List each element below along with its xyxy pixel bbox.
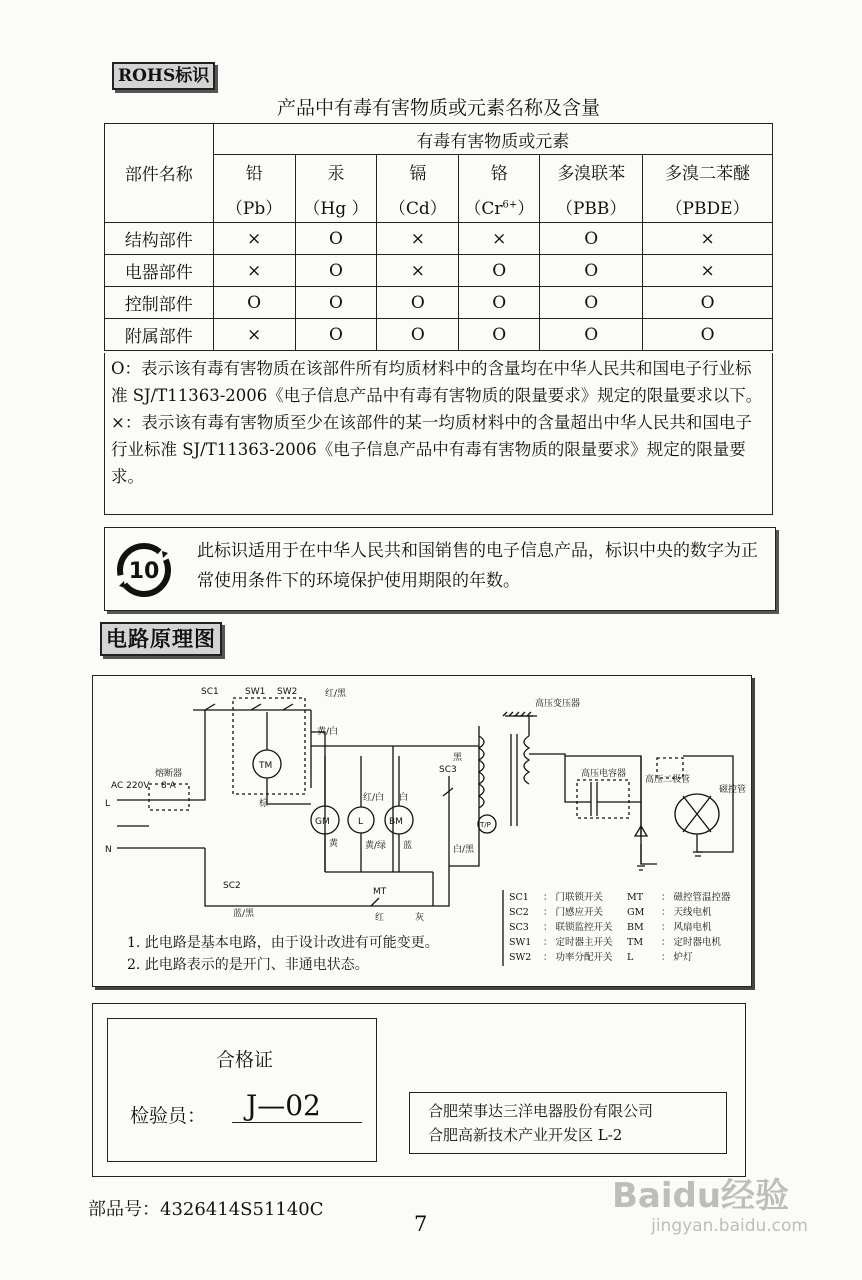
legend-item: MT ： 磁控管温控器 bbox=[627, 892, 731, 903]
legend-desc: 门联锁开关 bbox=[555, 892, 604, 903]
part-number: 部品号：4326414S51140C bbox=[88, 1199, 324, 1220]
substance-name: 铅 bbox=[245, 163, 263, 184]
substance-name: 铬 bbox=[490, 163, 508, 184]
sc3-label: SC3 bbox=[439, 765, 457, 775]
table-row bbox=[105, 287, 773, 319]
substance-symbol: $(Cr^{6+})$ bbox=[464, 198, 535, 219]
part-name-header: 部件名称 bbox=[105, 124, 214, 223]
environment-protection-logo-icon bbox=[115, 541, 173, 599]
substance-symbol: （PBB） bbox=[555, 198, 627, 219]
certificate-card bbox=[107, 1018, 377, 1162]
substance-column-0 bbox=[213, 155, 295, 223]
neutral-label: N bbox=[105, 845, 112, 855]
certificate bbox=[92, 1003, 746, 1177]
wire-grey: 灰 bbox=[415, 913, 425, 923]
substance-value-cell: × bbox=[213, 223, 295, 255]
legend-desc: 功率分配开关 bbox=[555, 952, 613, 963]
circuit-notes bbox=[127, 932, 439, 976]
circuit-diagram bbox=[92, 675, 752, 987]
legend-desc: 天线电机 bbox=[673, 907, 712, 918]
wire-blue-black: 蓝/黑 bbox=[233, 909, 255, 919]
circuit-note-1: 1. 此电路是基本电路，由于设计改进有可能变更。 bbox=[127, 935, 439, 951]
legend-item: SC1 ： 门联锁开关 bbox=[509, 892, 604, 903]
note-o: O：表示该有毒有害物质在该部件所有均质材料中的含量均在中华人民共和国电子行业标准 SJ/T11363-2006《电子信息产品中有毒有害物质的限量要求》规定的限量要求以下。 bbox=[111, 359, 763, 405]
sw1-label: SW1 bbox=[245, 687, 266, 697]
substance-name: 多溴联苯 bbox=[557, 163, 626, 184]
company-address: 合肥高新技术产业开发区 L-2 bbox=[428, 1126, 623, 1144]
wire-yellow-white: 黄/白 bbox=[317, 727, 339, 737]
substance-value-cell: O bbox=[540, 287, 643, 319]
substance-name: 镉 bbox=[409, 163, 427, 184]
substance-value-cell: O bbox=[295, 319, 377, 351]
sc2-label: SC2 bbox=[223, 881, 241, 891]
circuit-heading: 电路原理图 bbox=[100, 622, 222, 656]
fuse-label: 熔断器 bbox=[155, 769, 183, 779]
rohs-notes bbox=[104, 353, 773, 515]
wire-black: 黑 bbox=[453, 753, 463, 763]
lamp-label: L bbox=[358, 817, 364, 827]
circuit-legend bbox=[509, 890, 745, 965]
rohs-table-title: 产品中有毒有害物质或元素名称及含量 bbox=[276, 97, 600, 119]
rohs-table bbox=[104, 123, 773, 351]
wire-brown: 棕 bbox=[259, 799, 269, 809]
substance-value-cell: O bbox=[377, 287, 459, 319]
legend-item: SC3 ： 联锁监控开关 bbox=[509, 922, 613, 933]
substance-header: 有毒有害物质或元素 bbox=[213, 124, 772, 155]
legend-item: SW1 ： 定时器主开关 bbox=[509, 937, 613, 948]
legend-code: MT bbox=[627, 892, 644, 903]
substance-symbol: （Cd） bbox=[388, 198, 447, 219]
substance-value-cell: × bbox=[643, 255, 773, 287]
rohs-heading: ROHS标识 bbox=[112, 62, 215, 90]
substance-value-cell: × bbox=[377, 223, 459, 255]
substance-value-cell: O bbox=[459, 287, 540, 319]
legend-desc: 风扇电机 bbox=[673, 922, 712, 933]
substance-value-cell: O bbox=[643, 287, 773, 319]
legend-item: GM ： 天线电机 bbox=[627, 907, 712, 918]
substance-value-cell: O bbox=[213, 287, 295, 319]
substance-value-cell: O bbox=[643, 319, 773, 351]
legend-code: BM bbox=[627, 922, 644, 933]
table-row bbox=[105, 319, 773, 351]
table-row bbox=[105, 223, 773, 255]
substance-value-cell: O bbox=[540, 223, 643, 255]
legend-item: SW2 ： 功率分配开关 bbox=[509, 952, 613, 963]
substance-column-2 bbox=[377, 155, 459, 223]
legend-code: SW2 bbox=[509, 952, 532, 963]
substance-value-cell: O bbox=[540, 319, 643, 351]
gm-label: GM bbox=[315, 817, 330, 827]
legend-item: SC2 ： 门感应开关 bbox=[509, 907, 604, 918]
part-name-cell: 附属部件 bbox=[105, 319, 214, 351]
substance-column-5 bbox=[643, 155, 773, 223]
substance-value-cell: O bbox=[377, 319, 459, 351]
substance-value-cell: O bbox=[459, 319, 540, 351]
capacitor-label: 高压电容器 bbox=[581, 769, 627, 779]
diode-label: 高压二极管 bbox=[645, 775, 691, 785]
legend-desc: 定时器主开关 bbox=[555, 937, 613, 948]
sw2-label: SW2 bbox=[277, 687, 298, 697]
substance-value-cell: O bbox=[459, 255, 540, 287]
substance-value-cell: O bbox=[295, 287, 377, 319]
wire-red-white: 红/白 bbox=[363, 793, 385, 803]
table-row bbox=[105, 255, 773, 287]
legend-code: GM bbox=[627, 907, 645, 918]
live-label: L bbox=[105, 799, 111, 809]
legend-code: L bbox=[627, 952, 634, 963]
substance-column-3 bbox=[459, 155, 540, 223]
wire-white-black: 白/黑 bbox=[453, 845, 475, 855]
legend-desc: 联锁监控开关 bbox=[555, 922, 613, 933]
substance-value-cell: O bbox=[295, 255, 377, 287]
substance-symbol: （Hg ） bbox=[303, 198, 369, 219]
substance-value-cell: × bbox=[643, 223, 773, 255]
watermark-url: jingyan.baidu.com bbox=[651, 1216, 808, 1236]
ac-label: AC 220V bbox=[111, 781, 150, 791]
substance-value-cell: O bbox=[540, 255, 643, 287]
transformer-label: 高压变压器 bbox=[535, 699, 581, 709]
legend-item: BM ： 风扇电机 bbox=[627, 922, 712, 933]
legend-code: SC3 bbox=[509, 922, 529, 933]
part-name-cell: 结构部件 bbox=[105, 223, 214, 255]
sc1-label: SC1 bbox=[201, 687, 219, 697]
wire-yellow: 黄 bbox=[329, 839, 339, 849]
eco-notice-text: 此标识适用于在中华人民共和国销售的电子信息产品，标识中央的数字为正常使用条件下的环境保护使用期限的年数。 bbox=[197, 541, 758, 591]
legend-item: TM ： 定时器电机 bbox=[627, 937, 722, 948]
legend-code: SC1 bbox=[509, 892, 529, 903]
eco-notice bbox=[104, 527, 776, 611]
company-name: 合肥荣事达三洋电器股份有限公司 bbox=[428, 1102, 654, 1120]
substance-value-cell: × bbox=[377, 255, 459, 287]
tm-label: TM bbox=[259, 761, 273, 771]
tp-label: T/P bbox=[480, 821, 491, 829]
fuse-rating-label: 8 A bbox=[161, 781, 176, 791]
legend-desc: 炉灯 bbox=[673, 952, 693, 963]
wire-blue: 蓝 bbox=[403, 841, 413, 851]
part-name-cell: 控制部件 bbox=[105, 287, 214, 319]
substance-name: 多溴二苯醚 bbox=[665, 163, 751, 184]
legend-desc: 定时器电机 bbox=[673, 937, 722, 948]
wire-red: 红 bbox=[375, 913, 385, 923]
legend-code: SW1 bbox=[509, 937, 532, 948]
legend-code: SC2 bbox=[509, 907, 529, 918]
substance-name: 汞 bbox=[327, 163, 345, 184]
circuit-note-2: 2. 此电路表示的是开门、非通电状态。 bbox=[127, 957, 369, 973]
legend-desc: 门感应开关 bbox=[555, 907, 604, 918]
substance-column-1 bbox=[295, 155, 377, 223]
wire-yellow-green: 黄/绿 bbox=[365, 841, 387, 851]
legend-code: TM bbox=[627, 937, 644, 948]
watermark bbox=[612, 1176, 808, 1236]
substance-value-cell: × bbox=[213, 319, 295, 351]
substance-value-cell: O bbox=[295, 223, 377, 255]
company-box bbox=[409, 1092, 727, 1154]
magnetron-label: 磁控管 bbox=[719, 785, 747, 795]
substance-symbol: （Pb） bbox=[225, 198, 283, 219]
logo-number: 10 bbox=[128, 559, 160, 584]
inspector-label: 检验员： bbox=[130, 1105, 207, 1127]
mt-label: MT bbox=[373, 887, 387, 897]
legend-desc: 磁控管温控器 bbox=[673, 892, 731, 903]
part-name-cell: 电器部件 bbox=[105, 255, 214, 287]
wire-white: 白 bbox=[399, 793, 409, 803]
page-number: 7 bbox=[414, 1212, 428, 1236]
bm-label: BM bbox=[389, 817, 403, 827]
note-x: ×：表示该有毒有害物质至少在该部件的某一均质材料中的含量超出中华人民共和国电子行业标准 SJ/T11363-2006《电子信息产品中有毒有害物质的限量要求》规定的限量要求。 bbox=[111, 413, 752, 486]
substance-value-cell: × bbox=[213, 255, 295, 287]
wire-red-black: 红/黑 bbox=[325, 689, 347, 699]
legend-item: L ： 炉灯 bbox=[627, 952, 693, 963]
substance-symbol: （PBDE） bbox=[665, 198, 750, 219]
watermark-brand: Baidu经验 bbox=[612, 1176, 790, 1216]
substance-column-4 bbox=[540, 155, 643, 223]
substance-value-cell: × bbox=[459, 223, 540, 255]
inspector-value: J—02 bbox=[232, 1089, 362, 1123]
certificate-title: 合格证 bbox=[216, 1049, 274, 1071]
